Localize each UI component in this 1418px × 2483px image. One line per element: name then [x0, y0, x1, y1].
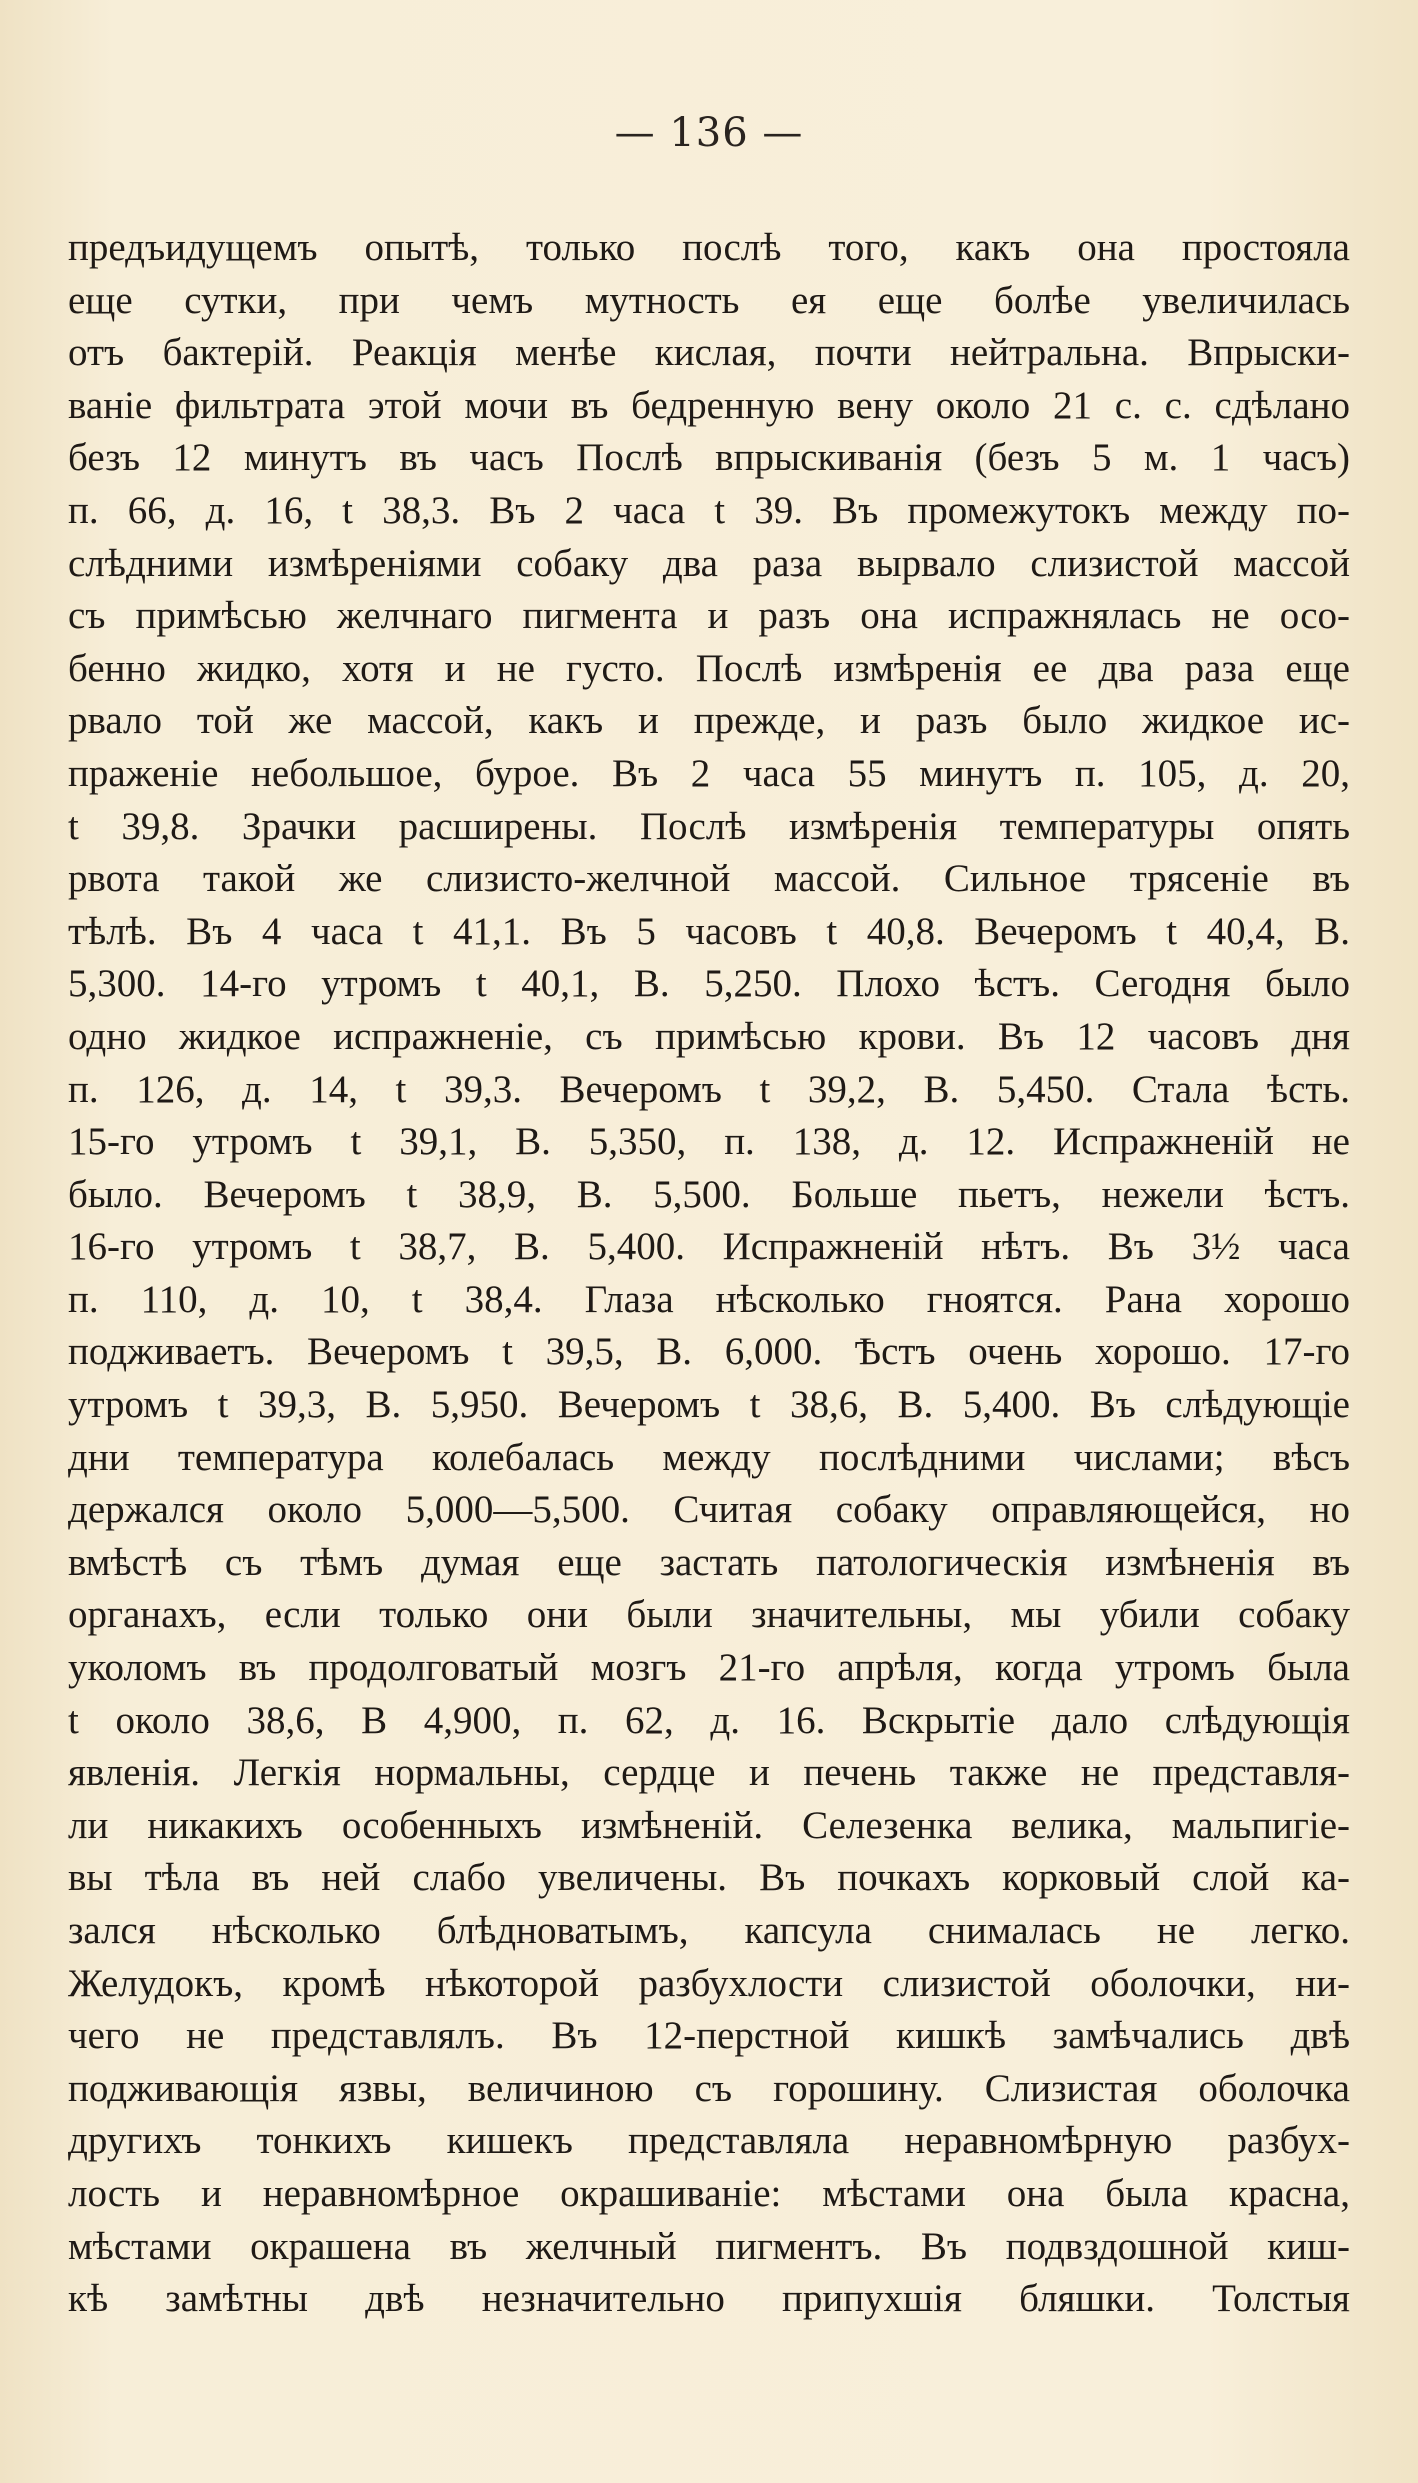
- text-line: съ примѣсью желчнаго пигмента и разъ она испражнялась не осо-: [68, 594, 1350, 638]
- text-line: органахъ, если только они были значительны, мы убили собаку: [68, 1593, 1350, 1637]
- text-line: зался нѣсколько блѣдноватымъ, капсула снималась не легко.: [68, 1909, 1350, 1952]
- text-line: дни температура колебалась между послѣдними числами; вѣсъ: [68, 1435, 1350, 1479]
- text-line: слѣдними измѣреніями собаку два раза вырвало слизистой массой: [68, 541, 1350, 585]
- text-line: t около 38,6, В 4,900, п. 62, д. 16. Вскрытіе дало слѣдующія: [68, 1698, 1350, 1742]
- text-line: тѣлѣ. Въ 4 часа t 41,1. Въ 5 часовъ t 40,8. Вечеромъ t 40,4, В.: [68, 909, 1350, 953]
- text-line: еще сутки, при чемъ мутность ея еще болѣе увеличилась: [68, 278, 1350, 322]
- text-line: 16-го утромъ t 38,7, В. 5,400. Испражненій нѣтъ. Въ 3½ часа: [68, 1225, 1350, 1269]
- text-line: п. 126, д. 14, t 39,3. Вечеромъ t 39,2, В. 5,450. Стала ѣсть.: [68, 1067, 1350, 1111]
- body-text: [68, 222, 1350, 2326]
- text-line: другихъ тонкихъ кишекъ представляла неравномѣрную разбух-: [68, 2119, 1350, 2163]
- text-line: бенно жидко, хотя и не густо. Послѣ измѣренія ее два раза еще: [68, 646, 1350, 690]
- text-line: ваніе фильтрата этой мочи въ бедренную вену около 21 с. с. сдѣлано: [68, 383, 1350, 427]
- text-line: рвало той же массой, какъ и прежде, и разъ было жидкое ис-: [68, 699, 1350, 743]
- text-line: подживающія язвы, величиною съ горошину. Слизистая оболочка: [68, 2066, 1350, 2110]
- text-line: утромъ t 39,3, В. 5,950. Вечеромъ t 38,6, В. 5,400. Въ слѣдующіе: [68, 1383, 1350, 1427]
- text-line: п. 110, д. 10, t 38,4. Глаза нѣсколько гноятся. Рана хорошо: [68, 1277, 1350, 1321]
- text-line: чего не представлялъ. Въ 12-перстной кишкѣ замѣчались двѣ: [68, 2014, 1350, 2058]
- text-line: безъ 12 минутъ въ часъ Послѣ впрыскиванія (безъ 5 м. 1 часъ): [68, 436, 1350, 480]
- text-line: кѣ замѣтны двѣ незначительно припухшія бляшки. Толстыя: [68, 2277, 1350, 2321]
- text-line: вмѣстѣ съ тѣмъ думая еще застать патологическія измѣненія въ: [68, 1540, 1350, 1584]
- text-line: t 39,8. Зрачки расширены. Послѣ измѣренія температуры опять: [68, 804, 1350, 848]
- text-line: лость и неравномѣрное окрашиваніе: мѣстами она была красна,: [68, 2171, 1350, 2215]
- text-line: праженіе небольшое, бурое. Въ 2 часа 55 минутъ п. 105, д. 20,: [68, 751, 1350, 795]
- text-line: рвота такой же слизисто-желчной массой. Сильное трясеніе въ: [68, 857, 1350, 901]
- text-line: Желудокъ, кромѣ нѣкоторой разбухлости слизистой оболочки, ни-: [68, 1961, 1350, 2005]
- text-line: одно жидкое испражненіе, съ примѣсью крови. Въ 12 часовъ дня: [68, 1014, 1350, 1058]
- text-line: п. 66, д. 16, t 38,3. Въ 2 часа t 39. Въ промежутокъ между по-: [68, 488, 1350, 532]
- text-line: 5,300. 14-го утромъ t 40,1, В. 5,250. Плохо ѣстъ. Сегодня было: [68, 962, 1350, 1006]
- text-line: уколомъ въ продолговатый мозгъ 21-го апрѣля, когда утромъ была: [68, 1646, 1350, 1690]
- text-line: подживаетъ. Вечеромъ t 39,5, В. 6,000. Ѣстъ очень хорошо. 17-го: [68, 1330, 1350, 1374]
- text-line: отъ бактерій. Реакція менѣе кислая, почти нейтральна. Впрыски-: [68, 331, 1350, 375]
- page-number: — 136 —: [614, 110, 804, 156]
- text-line: было. Вечеромъ t 38,9, В. 5,500. Больше пьетъ, нежели ѣстъ.: [68, 1172, 1350, 1216]
- text-line: ли никакихъ особенныхъ измѣненій. Селезенка велика, мальпигіе-: [68, 1803, 1350, 1847]
- text-line: вы тѣла въ ней слабо увеличены. Въ почкахъ корковый слой ка-: [68, 1856, 1350, 1900]
- text-line: 15-го утромъ t 39,1, В. 5,350, п. 138, д. 12. Испражненій не: [68, 1120, 1350, 1164]
- text-line: держался около 5,000—5,500. Считая собаку оправляющейся, но: [68, 1488, 1350, 1532]
- text-line: предъидущемъ опытѣ, только послѣ того, какъ она простояла: [68, 226, 1350, 269]
- text-line: мѣстами окрашена въ желчный пигментъ. Въ подвздошной киш-: [68, 2224, 1350, 2268]
- text-line: явленія. Легкія нормальны, сердце и печень также не представля-: [68, 1751, 1350, 1795]
